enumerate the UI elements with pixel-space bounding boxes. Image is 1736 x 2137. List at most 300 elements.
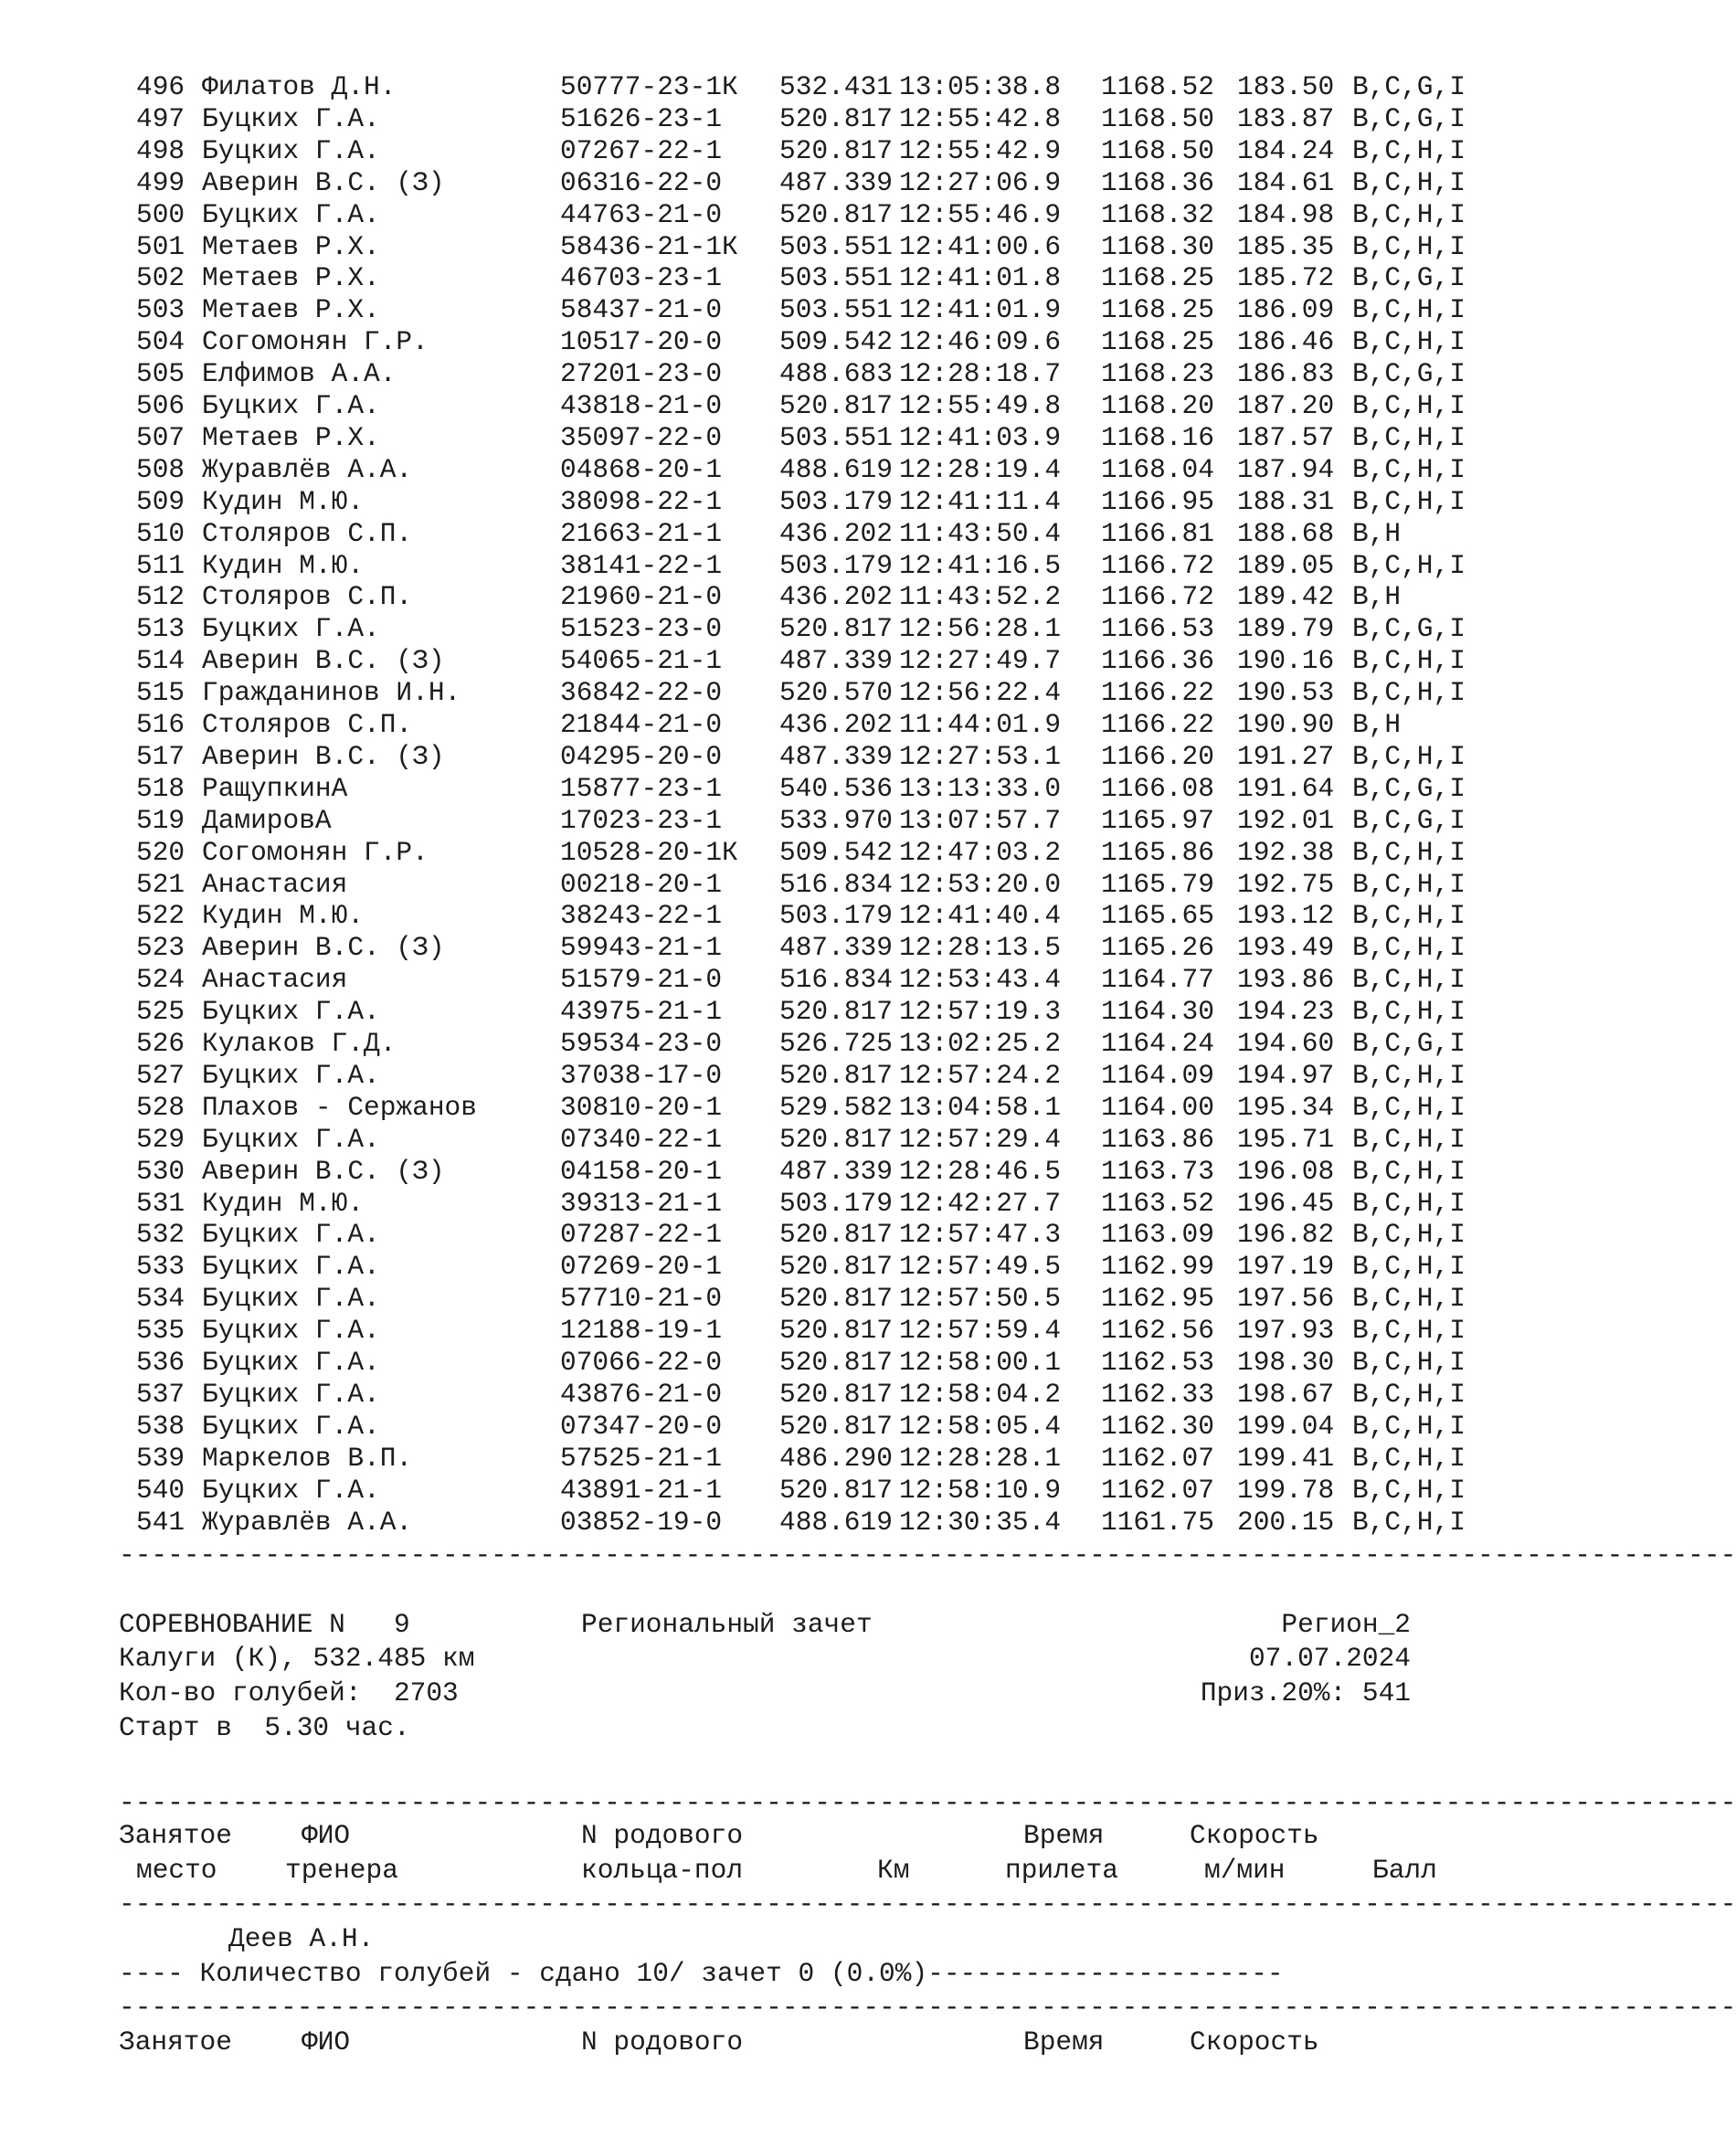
- points-cell: 190.16: [1237, 645, 1335, 677]
- ring-cell: 10517-20-0: [560, 326, 723, 358]
- place-cell: 496: [136, 71, 185, 102]
- marks-cell: B,C,H,I: [1352, 996, 1466, 1028]
- speed-cell: 1166.22: [1101, 677, 1214, 709]
- trainer-cell: РащупкинА: [202, 772, 348, 804]
- ring-cell: 04158-20-1: [560, 1155, 723, 1187]
- arrival-time-cell: 11:43:52.2: [899, 581, 1062, 613]
- ring-cell: 38141-22-1: [560, 549, 723, 581]
- distance-cell: 487.339: [779, 740, 893, 772]
- trainer-cell: Буцких Г.А.: [202, 1123, 380, 1155]
- section-summary: ---- Количество голубей - сдано 10/ зачет 0 (0.0%)----------------------: [119, 1958, 1284, 1989]
- trainer-cell: Анастасия: [202, 964, 348, 996]
- distance-cell: 532.431: [779, 71, 893, 102]
- points-cell: 186.46: [1237, 326, 1335, 358]
- points-cell: 184.24: [1237, 134, 1335, 166]
- place-cell: 511: [136, 549, 185, 581]
- distance-cell: 503.179: [779, 1187, 893, 1219]
- ring-cell: 51523-23-0: [560, 613, 723, 645]
- arrival-time-cell: 12:28:46.5: [899, 1155, 1062, 1187]
- ring-cell: 46703-23-1: [560, 262, 723, 294]
- header-speed: Скорость: [1190, 1820, 1319, 1851]
- marks-cell: B,C,H,I: [1352, 1251, 1466, 1283]
- speed-cell: 1162.56: [1101, 1315, 1214, 1347]
- place-cell: 515: [136, 677, 185, 709]
- marks-cell: B,C,G,I: [1352, 71, 1466, 102]
- speed-cell: 1166.36: [1101, 645, 1214, 677]
- trainer-cell: Маркелов В.П.: [202, 1442, 413, 1474]
- distance-cell: 503.551: [779, 230, 893, 262]
- divider-line: ----------------------------------------------------------------------------------------------------: [119, 1992, 1736, 2023]
- ring-cell: 04868-20-1: [560, 453, 723, 485]
- marks-cell: B,C,H,I: [1352, 1474, 1466, 1506]
- table-row: [0, 1507, 1511, 1539]
- ring-cell: 07287-22-1: [560, 1219, 723, 1251]
- ring-cell: 36842-22-0: [560, 677, 723, 709]
- place-cell: 529: [136, 1123, 185, 1155]
- place-cell: 523: [136, 932, 185, 964]
- table-row: [0, 613, 1511, 645]
- speed-cell: 1163.86: [1101, 1123, 1214, 1155]
- place-cell: 516: [136, 709, 185, 740]
- place-cell: 532: [136, 1219, 185, 1251]
- pigeon-count: Кол-во голубей: 2703: [119, 1677, 459, 1709]
- table-row: [0, 837, 1511, 869]
- points-cell: 199.04: [1237, 1410, 1335, 1442]
- marks-cell: B,C,G,I: [1352, 262, 1466, 294]
- marks-cell: B,C,H,I: [1352, 900, 1466, 932]
- arrival-time-cell: 11:44:01.9: [899, 709, 1062, 740]
- distance-cell: 503.551: [779, 262, 893, 294]
- place-cell: 507: [136, 421, 185, 453]
- distance-cell: 503.179: [779, 549, 893, 581]
- table-row: [0, 869, 1511, 901]
- ring-cell: 51626-23-1: [560, 102, 723, 134]
- marks-cell: B,C,H,I: [1352, 836, 1466, 868]
- points-cell: 184.98: [1237, 198, 1335, 230]
- ring-cell: 44763-21-0: [560, 198, 723, 230]
- place-cell: 518: [136, 772, 185, 804]
- distance-cell: 529.582: [779, 1091, 893, 1123]
- arrival-time-cell: 12:28:13.5: [899, 932, 1062, 964]
- distance-cell: 533.970: [779, 804, 893, 836]
- arrival-time-cell: 12:56:28.1: [899, 613, 1062, 645]
- ring-cell: 54065-21-1: [560, 645, 723, 677]
- ring-cell: 58436-21-1К: [560, 230, 738, 262]
- marks-cell: B,H: [1352, 709, 1402, 740]
- speed-cell: 1168.25: [1101, 262, 1214, 294]
- marks-cell: B,C,H,I: [1352, 932, 1466, 964]
- trainer-cell: Буцких Г.А.: [202, 102, 380, 134]
- header-points: Балл: [1372, 1855, 1437, 1886]
- place-cell: 504: [136, 326, 185, 358]
- distance-cell: 503.551: [779, 421, 893, 453]
- place-cell: 526: [136, 1028, 185, 1059]
- distance-cell: 516.834: [779, 868, 893, 900]
- place-cell: 530: [136, 1155, 185, 1187]
- distance-cell: 520.817: [779, 1378, 893, 1410]
- trainer-cell: Метаев Р.Х.: [202, 230, 380, 262]
- arrival-time-cell: 12:28:19.4: [899, 453, 1062, 485]
- speed-cell: 1162.95: [1101, 1283, 1214, 1315]
- ring-cell: 07347-20-0: [560, 1410, 723, 1442]
- place-cell: 508: [136, 453, 185, 485]
- header-speed: Скорость: [1190, 2026, 1319, 2058]
- table-row: [0, 773, 1511, 805]
- distance-cell: 503.179: [779, 485, 893, 517]
- distance-cell: 520.817: [779, 102, 893, 134]
- arrival-time-cell: 12:27:49.7: [899, 645, 1062, 677]
- speed-cell: 1164.77: [1101, 964, 1214, 996]
- points-cell: 194.97: [1237, 1059, 1335, 1091]
- place-cell: 533: [136, 1251, 185, 1283]
- trainer-cell: Буцких Г.А.: [202, 390, 380, 421]
- trainer-cell: Буцких Г.А.: [202, 613, 380, 645]
- speed-cell: 1168.50: [1101, 134, 1214, 166]
- place-cell: 519: [136, 804, 185, 836]
- ring-cell: 07269-20-1: [560, 1251, 723, 1283]
- ring-cell: 21663-21-1: [560, 517, 723, 549]
- table-row: [0, 231, 1511, 263]
- marks-cell: B,C,H,I: [1352, 390, 1466, 421]
- place-cell: 513: [136, 613, 185, 645]
- header-place: Занятое: [119, 1820, 232, 1851]
- speed-cell: 1168.20: [1101, 390, 1214, 421]
- points-cell: 198.67: [1237, 1378, 1335, 1410]
- distance-cell: 488.619: [779, 1506, 893, 1538]
- points-cell: 193.49: [1237, 932, 1335, 964]
- distance-cell: 520.817: [779, 1219, 893, 1251]
- arrival-time-cell: 12:57:29.4: [899, 1123, 1062, 1155]
- arrival-time-cell: 12:41:01.8: [899, 262, 1062, 294]
- ring-cell: 43891-21-1: [560, 1474, 723, 1506]
- place-cell: 502: [136, 262, 185, 294]
- points-cell: 190.53: [1237, 677, 1335, 709]
- header-place: Занятое: [119, 2026, 232, 2058]
- speed-cell: 1163.73: [1101, 1155, 1214, 1187]
- speed-cell: 1163.09: [1101, 1219, 1214, 1251]
- place-cell: 522: [136, 900, 185, 932]
- trainer-cell: Буцких Г.А.: [202, 1059, 380, 1091]
- speed-cell: 1166.22: [1101, 709, 1214, 740]
- marks-cell: B,C,H,I: [1352, 1378, 1466, 1410]
- header-name-2: тренера: [285, 1855, 398, 1886]
- place-cell: 537: [136, 1378, 185, 1410]
- table-row: [0, 1156, 1511, 1188]
- points-cell: 189.79: [1237, 613, 1335, 645]
- points-cell: 187.94: [1237, 453, 1335, 485]
- speed-cell: 1164.30: [1101, 996, 1214, 1028]
- place-cell: 541: [136, 1506, 185, 1538]
- ring-cell: 43818-21-0: [560, 390, 723, 421]
- place-cell: 512: [136, 581, 185, 613]
- place-cell: 527: [136, 1059, 185, 1091]
- speed-cell: 1162.30: [1101, 1410, 1214, 1442]
- ring-cell: 21844-21-0: [560, 709, 723, 740]
- marks-cell: B,C,H,I: [1352, 1442, 1466, 1474]
- distance-cell: 520.817: [779, 390, 893, 421]
- header-time-2: прилета: [1005, 1855, 1118, 1886]
- arrival-time-cell: 12:41:40.4: [899, 900, 1062, 932]
- place-cell: 510: [136, 517, 185, 549]
- arrival-time-cell: 12:57:24.2: [899, 1059, 1062, 1091]
- distance-cell: 509.542: [779, 326, 893, 358]
- place-cell: 540: [136, 1474, 185, 1506]
- arrival-time-cell: 13:02:25.2: [899, 1028, 1062, 1059]
- arrival-time-cell: 12:57:47.3: [899, 1219, 1062, 1251]
- table-row: [0, 199, 1511, 231]
- trainer-cell: Кудин М.Ю.: [202, 900, 365, 932]
- trainer-cell: Буцких Г.А.: [202, 134, 380, 166]
- marks-cell: B,C,H,I: [1352, 134, 1466, 166]
- distance-cell: 540.536: [779, 772, 893, 804]
- speed-cell: 1166.53: [1101, 613, 1214, 645]
- marks-cell: B,C,H,I: [1352, 1410, 1466, 1442]
- place-cell: 517: [136, 740, 185, 772]
- speed-cell: 1162.53: [1101, 1347, 1214, 1378]
- arrival-time-cell: 13:07:57.7: [899, 804, 1062, 836]
- speed-cell: 1168.52: [1101, 71, 1214, 102]
- speed-cell: 1162.33: [1101, 1378, 1214, 1410]
- arrival-time-cell: 13:04:58.1: [899, 1091, 1062, 1123]
- competition-location: Калуги (К), 532.485 км: [119, 1643, 475, 1674]
- distance-cell: 520.817: [779, 1347, 893, 1378]
- speed-cell: 1162.07: [1101, 1442, 1214, 1474]
- table-row: [0, 1188, 1511, 1220]
- points-cell: 194.23: [1237, 996, 1335, 1028]
- speed-cell: 1168.25: [1101, 326, 1214, 358]
- distance-cell: 488.619: [779, 453, 893, 485]
- place-cell: 503: [136, 294, 185, 326]
- table-row: [0, 932, 1511, 964]
- place-cell: 528: [136, 1091, 185, 1123]
- arrival-time-cell: 12:57:50.5: [899, 1283, 1062, 1315]
- distance-cell: 487.339: [779, 1155, 893, 1187]
- arrival-time-cell: 12:58:04.2: [899, 1378, 1062, 1410]
- arrival-time-cell: 12:28:28.1: [899, 1442, 1062, 1474]
- trainer-cell: Буцких Г.А.: [202, 1347, 380, 1378]
- arrival-time-cell: 12:55:42.9: [899, 134, 1062, 166]
- table-row: [0, 1379, 1511, 1411]
- points-cell: 199.41: [1237, 1442, 1335, 1474]
- place-cell: 509: [136, 485, 185, 517]
- marks-cell: B,C,H,I: [1352, 1347, 1466, 1378]
- trainer-cell: Плахов - Сержанов: [202, 1091, 477, 1123]
- trainer-cell: Кудин М.Ю.: [202, 1187, 365, 1219]
- header-name: ФИО: [302, 2026, 351, 2058]
- arrival-time-cell: 12:46:09.6: [899, 326, 1062, 358]
- arrival-time-cell: 12:41:03.9: [899, 421, 1062, 453]
- marks-cell: B,C,H,I: [1352, 453, 1466, 485]
- ring-cell: 06316-22-0: [560, 166, 723, 198]
- speed-cell: 1161.75: [1101, 1506, 1214, 1538]
- table-row: [0, 1251, 1511, 1283]
- trainer-cell: Буцких Г.А.: [202, 198, 380, 230]
- speed-cell: 1163.52: [1101, 1187, 1214, 1219]
- distance-cell: 520.570: [779, 677, 893, 709]
- points-cell: 195.34: [1237, 1091, 1335, 1123]
- speed-cell: 1166.72: [1101, 581, 1214, 613]
- speed-cell: 1168.30: [1101, 230, 1214, 262]
- place-cell: 500: [136, 198, 185, 230]
- points-cell: 192.38: [1237, 836, 1335, 868]
- ring-cell: 39313-21-1: [560, 1187, 723, 1219]
- arrival-time-cell: 12:53:43.4: [899, 964, 1062, 996]
- header-name: ФИО: [302, 1820, 351, 1851]
- speed-cell: 1165.97: [1101, 804, 1214, 836]
- marks-cell: B,C,H,I: [1352, 485, 1466, 517]
- distance-cell: 520.817: [779, 1474, 893, 1506]
- marks-cell: B,C,G,I: [1352, 804, 1466, 836]
- marks-cell: B,C,H,I: [1352, 964, 1466, 996]
- table-row: [0, 486, 1511, 518]
- place-cell: 499: [136, 166, 185, 198]
- points-cell: 190.90: [1237, 709, 1335, 740]
- speed-cell: 1165.79: [1101, 868, 1214, 900]
- ring-cell: 58437-21-0: [560, 294, 723, 326]
- marks-cell: B,C,H,I: [1352, 166, 1466, 198]
- marks-cell: B,C,H,I: [1352, 326, 1466, 358]
- arrival-time-cell: 12:55:49.8: [899, 390, 1062, 421]
- table-row: [0, 709, 1511, 741]
- marks-cell: B,C,H,I: [1352, 1219, 1466, 1251]
- speed-cell: 1168.23: [1101, 358, 1214, 390]
- place-cell: 539: [136, 1442, 185, 1474]
- trainer-cell: ДамировА: [202, 804, 332, 836]
- trainer-cell: Журавлёв А.А.: [202, 1506, 413, 1538]
- distance-cell: 526.725: [779, 1028, 893, 1059]
- speed-cell: 1162.07: [1101, 1474, 1214, 1506]
- arrival-time-cell: 12:57:59.4: [899, 1315, 1062, 1347]
- ring-cell: 30810-20-1: [560, 1091, 723, 1123]
- arrival-time-cell: 12:28:18.7: [899, 358, 1062, 390]
- ring-cell: 59943-21-1: [560, 932, 723, 964]
- table-row: [0, 326, 1511, 358]
- ring-cell: 21960-21-0: [560, 581, 723, 613]
- points-cell: 185.72: [1237, 262, 1335, 294]
- points-cell: 193.12: [1237, 900, 1335, 932]
- trainer-cell: Буцких Г.А.: [202, 1410, 380, 1442]
- distance-cell: 520.817: [779, 1315, 893, 1347]
- header-place-2: место: [136, 1855, 217, 1886]
- table-row: [0, 581, 1511, 613]
- distance-cell: 520.817: [779, 198, 893, 230]
- table-row: [0, 805, 1511, 837]
- trainer-cell: Согомонян Г.Р.: [202, 836, 429, 868]
- distance-cell: 520.817: [779, 1059, 893, 1091]
- distance-cell: 520.817: [779, 1410, 893, 1442]
- table-row: [0, 103, 1511, 135]
- points-cell: 197.93: [1237, 1315, 1335, 1347]
- place-cell: 534: [136, 1283, 185, 1315]
- arrival-time-cell: 12:55:46.9: [899, 198, 1062, 230]
- ring-cell: 03852-19-0: [560, 1506, 723, 1538]
- table-row: [0, 900, 1511, 932]
- trainer-cell: Анастасия: [202, 868, 348, 900]
- distance-cell: 520.817: [779, 996, 893, 1028]
- ring-cell: 27201-23-0: [560, 358, 723, 390]
- table-row: [0, 518, 1511, 550]
- arrival-time-cell: 13:13:33.0: [899, 772, 1062, 804]
- table-row: [0, 422, 1511, 454]
- table-row: [0, 964, 1511, 996]
- marks-cell: B,C,H,I: [1352, 1283, 1466, 1315]
- table-row: [0, 1124, 1511, 1156]
- points-cell: 189.42: [1237, 581, 1335, 613]
- speed-cell: 1164.00: [1101, 1091, 1214, 1123]
- distance-cell: 520.817: [779, 134, 893, 166]
- competition-number: СОРЕВНОВАНИЕ N 9: [119, 1609, 410, 1640]
- trainer-cell: Столяров С.П.: [202, 517, 413, 549]
- trainer-cell: Елфимов А.А.: [202, 358, 397, 390]
- header-ring: N родового: [581, 2026, 744, 2058]
- table-row: [0, 167, 1511, 199]
- header-ring-2: кольца-пол: [581, 1855, 744, 1886]
- marks-cell: B,C,H,I: [1352, 1155, 1466, 1187]
- points-cell: 186.83: [1237, 358, 1335, 390]
- ring-cell: 35097-22-0: [560, 421, 723, 453]
- place-cell: 525: [136, 996, 185, 1028]
- table-row: [0, 645, 1511, 677]
- marks-cell: B,C,G,I: [1352, 102, 1466, 134]
- speed-cell: 1166.20: [1101, 740, 1214, 772]
- distance-cell: 436.202: [779, 709, 893, 740]
- table-row: [0, 1347, 1511, 1379]
- distance-cell: 520.817: [779, 1283, 893, 1315]
- distance-cell: 520.817: [779, 1251, 893, 1283]
- points-cell: 183.50: [1237, 71, 1335, 102]
- table-row: [0, 677, 1511, 709]
- distance-cell: 488.683: [779, 358, 893, 390]
- speed-cell: 1166.95: [1101, 485, 1214, 517]
- points-cell: 189.05: [1237, 549, 1335, 581]
- ring-cell: 50777-23-1К: [560, 71, 738, 102]
- points-cell: 196.45: [1237, 1187, 1335, 1219]
- speed-cell: 1166.81: [1101, 517, 1214, 549]
- distance-cell: 487.339: [779, 645, 893, 677]
- ring-cell: 10528-20-1К: [560, 836, 738, 868]
- points-cell: 191.64: [1237, 772, 1335, 804]
- trainer-cell: Буцких Г.А.: [202, 1474, 380, 1506]
- table-row: [0, 1060, 1511, 1092]
- ring-cell: 43876-21-0: [560, 1378, 723, 1410]
- ring-cell: 43975-21-1: [560, 996, 723, 1028]
- ring-cell: 00218-20-1: [560, 868, 723, 900]
- points-cell: 187.57: [1237, 421, 1335, 453]
- arrival-time-cell: 12:30:35.4: [899, 1506, 1062, 1538]
- arrival-time-cell: 12:42:27.7: [899, 1187, 1062, 1219]
- distance-cell: 520.817: [779, 613, 893, 645]
- speed-cell: 1162.99: [1101, 1251, 1214, 1283]
- distance-cell: 503.551: [779, 294, 893, 326]
- competition-date: 07.07.2024: [1248, 1643, 1411, 1674]
- points-cell: 196.08: [1237, 1155, 1335, 1187]
- marks-cell: B,H: [1352, 517, 1402, 549]
- ring-cell: 51579-21-0: [560, 964, 723, 996]
- marks-cell: B,C,H,I: [1352, 1091, 1466, 1123]
- points-cell: 193.86: [1237, 964, 1335, 996]
- table-row: [0, 741, 1511, 773]
- marks-cell: B,C,H,I: [1352, 1187, 1466, 1219]
- start-time: Старт в 5.30 час.: [119, 1712, 410, 1743]
- marks-cell: B,C,H,I: [1352, 677, 1466, 709]
- arrival-time-cell: 12:47:03.2: [899, 836, 1062, 868]
- place-cell: 538: [136, 1410, 185, 1442]
- speed-cell: 1165.26: [1101, 932, 1214, 964]
- speed-cell: 1166.08: [1101, 772, 1214, 804]
- trainer-cell: Аверин В.С. (З): [202, 932, 445, 964]
- distance-cell: 436.202: [779, 517, 893, 549]
- header-time: Время: [1023, 1820, 1105, 1851]
